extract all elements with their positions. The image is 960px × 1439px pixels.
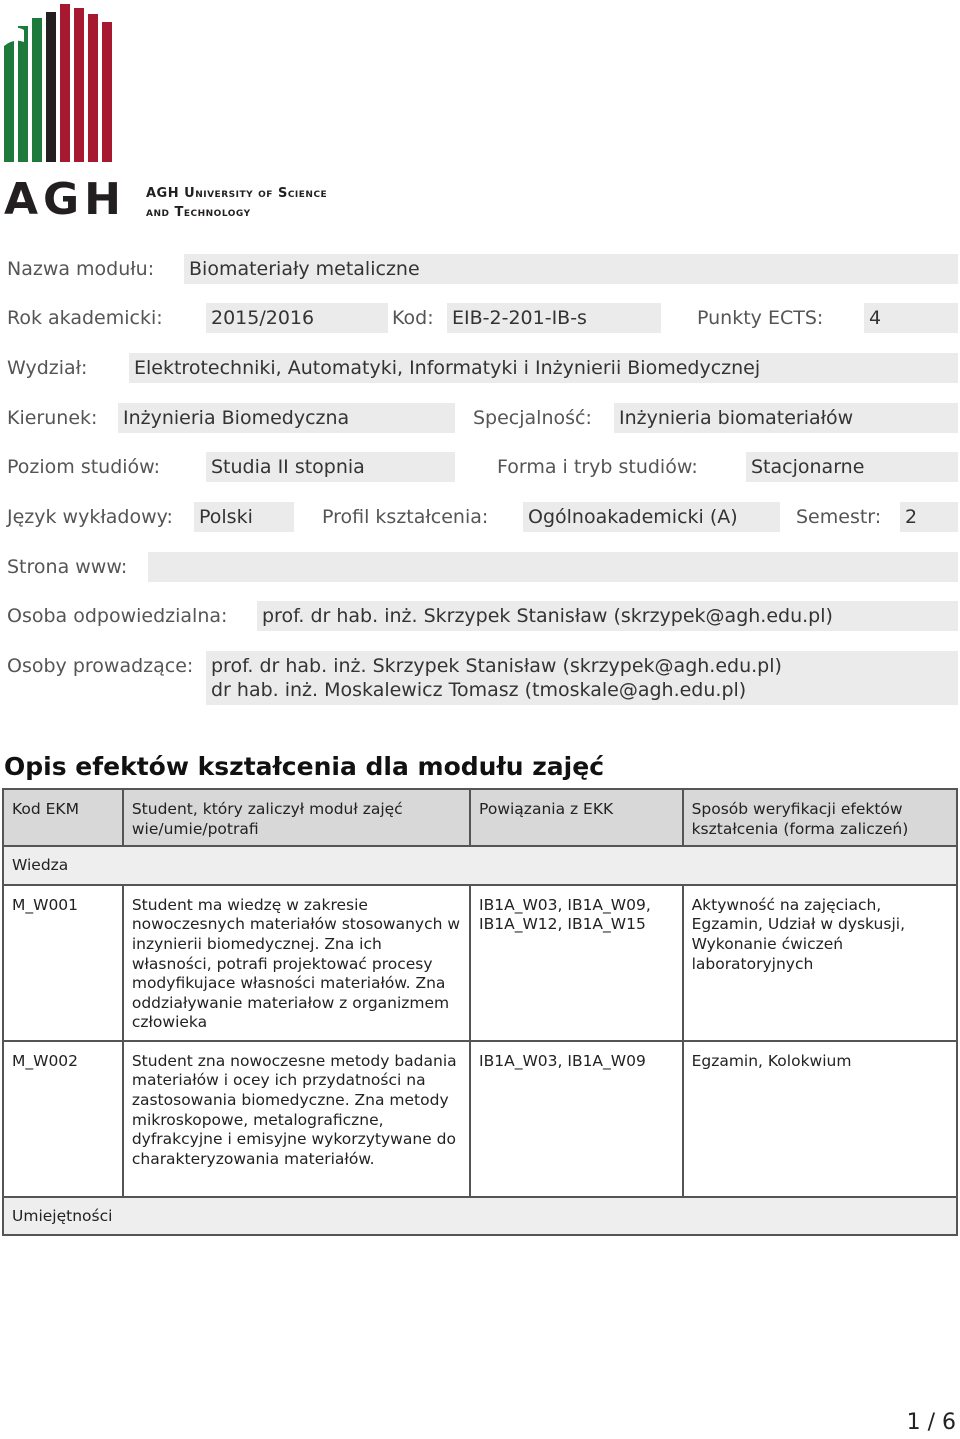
section-title: Opis efektów kształcenia dla modułu zajęć [4, 752, 605, 781]
section-row-umiejetnosci [3, 1197, 957, 1236]
header-kod: Kod EKM [3, 789, 123, 846]
row-sposob: Egzamin, Kolokwium [683, 1041, 957, 1197]
specjalnosc-label: Specjalność: [473, 407, 592, 429]
kod-label: Kod: [392, 307, 434, 329]
semestr-value: 2 [900, 502, 958, 532]
specjalnosc-value: Inżynieria biomateriałów [614, 403, 958, 433]
header-student: Student, który zaliczył moduł zajęć wie/umie/potrafi [123, 789, 470, 846]
nazwa-value: Biomateriały metaliczne [184, 254, 958, 284]
prowadzacy-1: prof. dr hab. inż. Skrzypek Stanisław (skrzypek@agh.edu.pl) [211, 655, 782, 677]
osoba-label: Osoba odpowiedzialna: [7, 605, 228, 627]
prowadzacy-label: Osoby prowadzące: [7, 655, 194, 677]
agh-abbr: AGH [4, 174, 126, 225]
row-kod: M_W001 [3, 885, 123, 1041]
table-row [3, 885, 957, 1041]
row-kod: M_W002 [3, 1041, 123, 1197]
kierunek-label: Kierunek: [7, 407, 98, 429]
row-sposob: Aktywność na zajęciach, Egzamin, Udział w dyskusji, Wykonanie ćwiczeń laboratoryjnych [683, 885, 957, 1041]
wydzial-value: Elektrotechniki, Automatyki, Informatyki i Inżynierii Biomedycznej [129, 353, 958, 383]
wydzial-label: Wydział: [7, 357, 88, 379]
section-umiejetnosci: Umiejętności [3, 1197, 957, 1236]
agh-name-line2: and Technology [146, 205, 251, 220]
table-header-row [3, 789, 957, 846]
profil-value: Ogólnoakademicki (A) [523, 502, 780, 532]
section-row-wiedza [3, 846, 957, 885]
rok-label: Rok akademicki: [7, 307, 163, 329]
kod-value: EIB-2-201-IB-s [447, 303, 661, 333]
row-powiazania: IB1A_W03, IB1A_W09, IB1A_W12, IB1A_W15 [470, 885, 683, 1041]
forma-label: Forma i tryb studiów: [497, 456, 698, 478]
header-sposob: Sposób weryfikacji efektów kształcenia (forma zaliczeń) [683, 789, 957, 846]
section-wiedza: Wiedza [3, 846, 957, 885]
row-powiazania: IB1A_W03, IB1A_W09 [470, 1041, 683, 1197]
efekty-table [2, 788, 958, 1236]
page-number: 1 / 6 [906, 1410, 956, 1435]
prowadzacy-value [206, 651, 958, 705]
prowadzacy-2: dr hab. inż. Moskalewicz Tomasz (tmoskale@agh.edu.pl) [211, 679, 747, 701]
ects-label: Punkty ECTS: [697, 307, 824, 329]
semestr-label: Semestr: [796, 506, 882, 528]
nazwa-label: Nazwa modułu: [7, 258, 155, 280]
osoba-value: prof. dr hab. inż. Skrzypek Stanisław (skrzypek@agh.edu.pl) [257, 601, 958, 631]
jezyk-value: Polski [194, 502, 294, 532]
jezyk-label: Język wykładowy: [7, 506, 173, 528]
www-label: Strona www: [7, 556, 128, 578]
www-value [148, 552, 958, 582]
poziom-value: Studia II stopnia [206, 452, 455, 482]
forma-value: Stacjonarne [746, 452, 958, 482]
agh-name-line1: AGH University of Science [146, 186, 328, 201]
kierunek-value: Inżynieria Biomedyczna [118, 403, 455, 433]
profil-label: Profil kształcenia: [322, 506, 489, 528]
poziom-label: Poziom studiów: [7, 456, 161, 478]
agh-logo [4, 2, 349, 225]
row-opis: Student zna nowoczesne metody badania materiałów i ocey ich przydatności na zastosowania biomedyczne. Zna metody mikroskopowe, metalograficzne, dyfrakcyjne i emisyjne wykorzytywane do charakteryzowania materiałów. [123, 1041, 470, 1197]
ects-value: 4 [864, 303, 958, 333]
table-row [3, 1041, 957, 1197]
header-powiazania: Powiązania z EKK [470, 789, 683, 846]
row-opis: Student ma wiedzę w zakresie nowoczesnych materiałów stosowanych w inzynierii biomedycznej. Zna ich własności, potrafi projektować procesy modyfikujace własności materiałów. Zna oddziaływanie materiałow z organizmem człowieka [123, 885, 470, 1041]
rok-value: 2015/2016 [206, 303, 388, 333]
